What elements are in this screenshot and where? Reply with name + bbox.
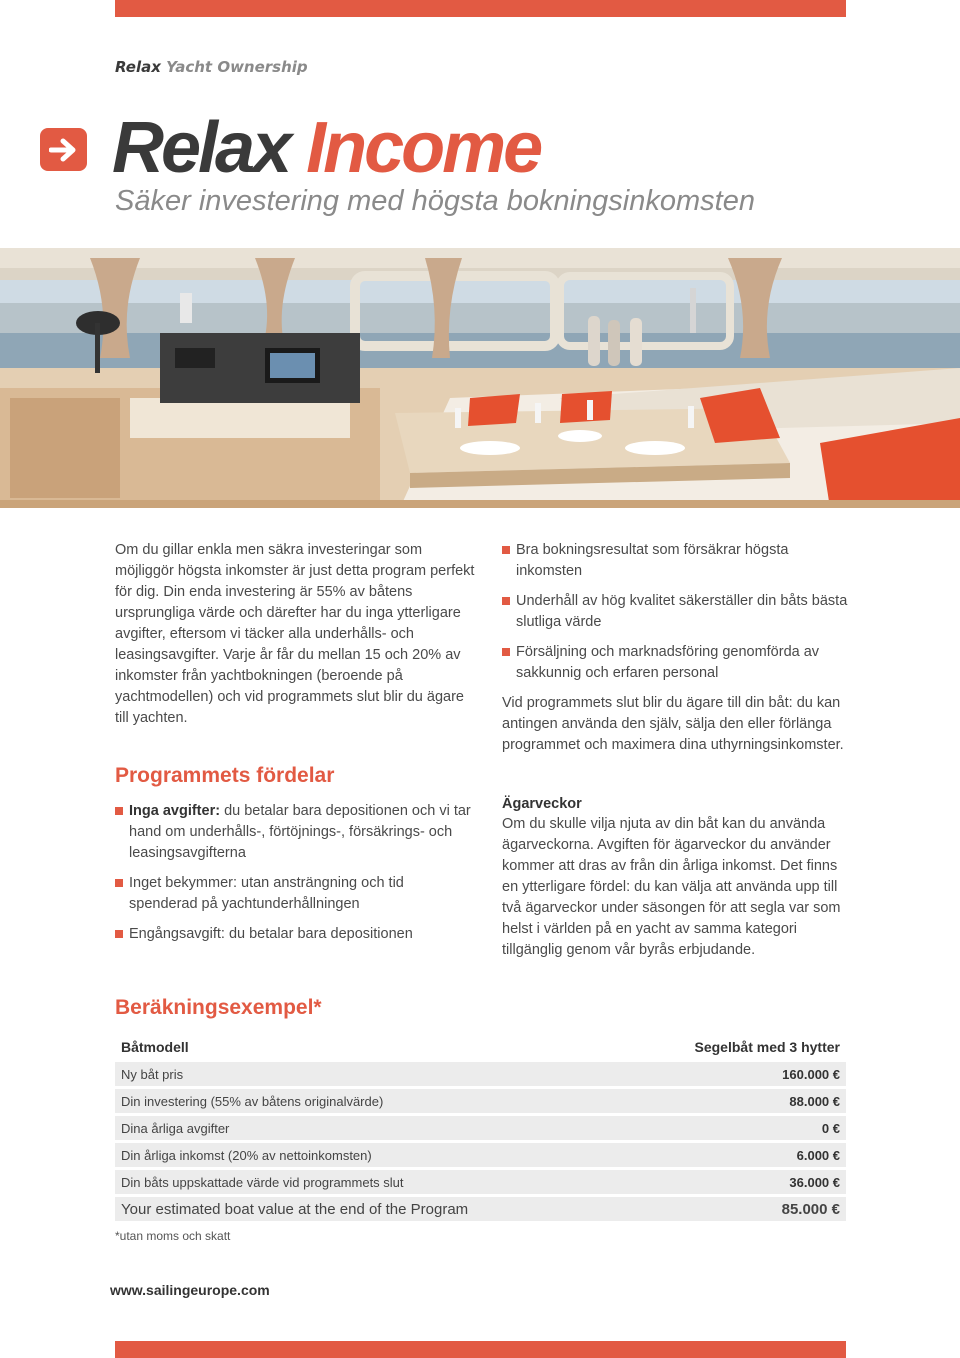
brand-name: Relax — [115, 58, 161, 76]
row-label: Din båts uppskattade värde vid programmets slut — [115, 1170, 623, 1194]
table-row — [115, 1089, 846, 1113]
column-header-model: Båtmodell — [121, 1039, 189, 1055]
advantage-text: Underhåll av hög kvalitet säkerställer din båts bästa slutliga värde — [516, 593, 848, 630]
row-value: 160.000 € — [623, 1062, 846, 1086]
benefits-heading: Programmets fördelar — [115, 764, 335, 787]
advantages-list — [502, 540, 852, 684]
bottom-accent-bar — [115, 1341, 846, 1358]
column-header-boat: Segelbåt med 3 hytter — [694, 1039, 840, 1055]
benefit-text: Engångsavgift: du betalar bara depositionen — [129, 926, 413, 942]
arrow-right-icon — [40, 128, 87, 171]
advantage-text: Bra bokningsresultat som försäkrar högsta inkomsten — [516, 542, 789, 579]
benefits-list — [115, 801, 475, 945]
list-item — [115, 873, 475, 915]
title-word-relax: Relax — [112, 108, 290, 188]
row-value: 88.000 € — [623, 1089, 846, 1113]
website-link[interactable]: www.sailingeurope.com — [110, 1282, 270, 1298]
brand-line — [115, 58, 308, 76]
top-accent-bar — [115, 0, 846, 17]
row-value: 36.000 € — [623, 1170, 846, 1194]
benefit-text: du betalar bara depositionen och vi tar hand om underhålls-, förtöjnings-, försäkrings- och leasingsavgifterna — [129, 803, 471, 861]
table-header-row — [115, 1035, 846, 1059]
page-title — [112, 104, 540, 192]
row-label: Dina årliga avgifter — [115, 1116, 623, 1140]
bullet-square-icon — [502, 597, 510, 605]
bullet-square-icon — [115, 879, 123, 887]
brand-tagline: Yacht Ownership — [166, 58, 308, 76]
row-label: Din investering (55% av båtens originalvärde) — [115, 1089, 623, 1113]
table-row — [115, 1062, 846, 1086]
table-row — [115, 1143, 846, 1167]
intro-paragraph: Om du gillar enkla men säkra investeringar som möjliggör högsta inkomster är just detta program perfekt för dig. Din enda investering är 55% av båtens ursprungliga värde och därefter har du inga ytterligare avgifter, eftersom vi täcker alla underhålls- och leasingsavgifter. Varje år får du mellan 15 och 20% av inkomster från yachtbokningen (beroende på yachtmodellen) och vid programmets slut blir du ägare till yachten. — [115, 542, 475, 726]
row-label: Din årliga inkomst (20% av nettoinkomsten) — [115, 1143, 623, 1167]
bullet-square-icon — [502, 546, 510, 554]
row-value: 0 € — [623, 1116, 846, 1140]
bullet-square-icon — [115, 807, 123, 815]
bullet-square-icon — [502, 648, 510, 656]
owner-weeks-paragraph: Om du skulle vilja njuta av din båt kan du använda ägarveckorna. Avgiften för ägarveckor du använder kommer att dras av från din årliga inkomst. Det finns en ytterligare fördel: du kan välja att använda upp till två ägarveckor under säsongen för att segla var som helst i världen på en yacht av samma kategori tillgänglig genom vår byrås erbjudande. — [502, 816, 841, 958]
list-item — [115, 924, 475, 945]
calculation-heading: Beräkningsexempel* — [115, 996, 322, 1019]
benefit-bold: Inga avgifter: — [129, 803, 221, 819]
calculation-table — [115, 1032, 846, 1224]
list-item — [115, 801, 475, 864]
list-item — [502, 591, 852, 633]
right-column — [502, 540, 852, 961]
table-row — [115, 1116, 846, 1140]
benefit-text: Inget bekymmer: utan ansträngning och tid spenderad på yachtunderhållningen — [129, 875, 404, 912]
footnote: *utan moms och skatt — [115, 1229, 231, 1243]
table-row — [115, 1170, 846, 1194]
advantage-text: Försäljning och marknadsföring genomförda av sakkunnig och erfaren personal — [516, 644, 820, 681]
row-label: Your estimated boat value at the end of the Program — [115, 1197, 623, 1221]
end-of-program-paragraph: Vid programmets slut blir du ägare till din båt: du kan antingen använda den själv, sälja den eller förlänga programmet och maximera dina uthyrningsinkomster. — [502, 695, 844, 753]
row-value: 85.000 € — [623, 1197, 846, 1221]
title-word-income: Income — [306, 108, 541, 188]
row-value: 6.000 € — [623, 1143, 846, 1167]
owner-weeks-heading: Ägarveckor — [502, 796, 582, 812]
left-column — [115, 540, 475, 954]
list-item — [502, 540, 852, 582]
yacht-interior-photo — [0, 248, 960, 508]
row-label: Ny båt pris — [115, 1062, 623, 1086]
bullet-square-icon — [115, 930, 123, 938]
page-subtitle: Säker investering med högsta bokningsinkomsten — [115, 185, 755, 217]
list-item — [502, 642, 852, 684]
table-row — [115, 1197, 846, 1221]
